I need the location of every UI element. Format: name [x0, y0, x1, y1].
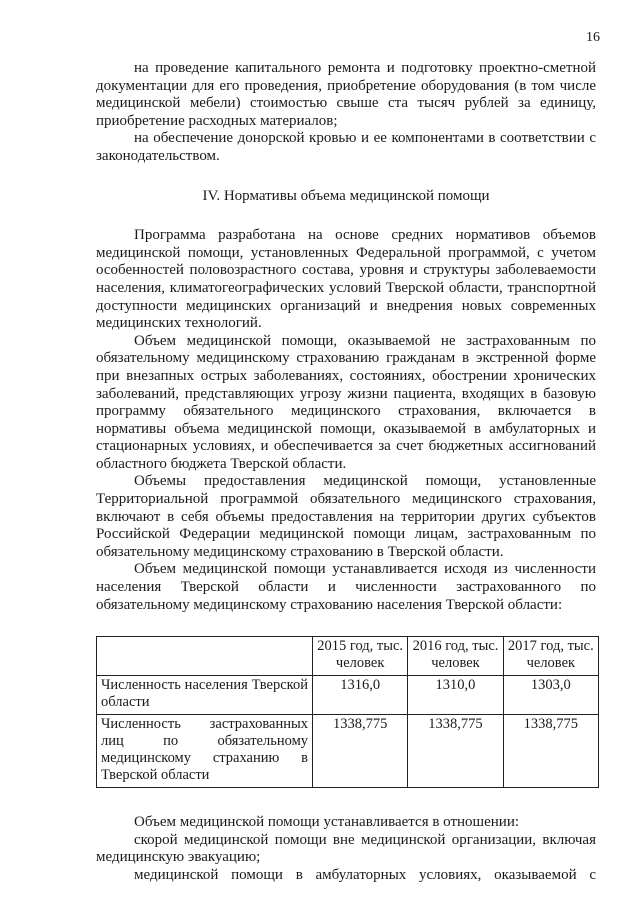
paragraph: Объемы предоставления медицинской помощи, установленные Территориальной программой обязательного медицинского страхования, включают в себя объемы предоставления на территории других субъектов Российской Федерации медицинской помощи лицам, застрахованным по обязательному медицинскому страхованию в Тверской области.	[96, 473, 596, 560]
table-row-label: Численность застрахованных лиц по обязательному медицинскому страханию в Тверской области	[97, 715, 313, 788]
table-cell: 1303,0	[503, 676, 598, 715]
paragraph: Объем медицинской помощи, оказываемой не застрахованным по обязательному медицинскому страхованию гражданам в экстренной форме при внезапных острых заболеваниях, состояниях, обострении хронических заболеваний, представляющих угрозу жизни пациента, входящих в базовую программу обязательного медицинского страхования, включается в нормативы объема медицинской помощи, оказываемой в амбулаторных и стационарных условиях, и обеспечивается за счет бюджетных ассигнований областного бюджета Тверской области.	[96, 332, 596, 472]
table-row-label: Численность населения Тверской области	[97, 676, 313, 715]
table-header-cell: 2016 год, тыс. человек	[408, 637, 503, 676]
table-cell: 1338,775	[313, 715, 408, 788]
section-heading: IV. Нормативы объема медицинской помощи	[202, 187, 490, 204]
paragraph: скорой медицинской помощи вне медицинской организации, включая медицинскую эвакуацию;	[96, 831, 596, 866]
paragraph: медицинской помощи в амбулаторных условиях, оказываемой с	[134, 867, 596, 883]
table-header-row	[97, 637, 599, 676]
table-cell: 1316,0	[313, 676, 408, 715]
table-row	[97, 676, 599, 715]
population-table	[96, 636, 599, 788]
table-header-cell: 2017 год, тыс. человек	[503, 637, 598, 676]
table-header-cell	[97, 637, 313, 676]
table-cell: 1338,775	[408, 715, 503, 788]
paragraph: Программа разработана на основе средних нормативов объемов медицинской помощи, установленных Федеральной программой, с учетом особенностей половозрастного состава, уровня и структуры заболеваемости населения, климатогеографических условий Тверской области, транспортной доступности медицинских организаций и внедрения новых современных медицинских технологий.	[96, 227, 596, 332]
paragraph: Объем медицинской помощи устанавливается исходя из численности населения Тверской области и численности застрахованного по обязательному медицинскому страхованию населения Тверской области:	[96, 561, 596, 613]
paragraph: Объем медицинской помощи устанавливается в отношении:	[134, 814, 520, 831]
table-cell: 1338,775	[503, 715, 598, 788]
page-number: 16	[586, 30, 600, 45]
document-body	[96, 60, 596, 885]
table-header-cell: 2015 год, тыс. человек	[313, 637, 408, 676]
table-row	[97, 715, 599, 788]
paragraph: на проведение капитального ремонта и подготовку проектно-сметной документации для его проведения, приобретение оборудования (в том числе медицинской мебели) стоимостью свыше ста тысяч рублей за единицу, приобретение расходных материалов;	[96, 60, 596, 129]
paragraph: на обеспечение донорской кровью и ее компонентами в соответствии с законодательством.	[96, 130, 596, 164]
table-cell: 1310,0	[408, 676, 503, 715]
